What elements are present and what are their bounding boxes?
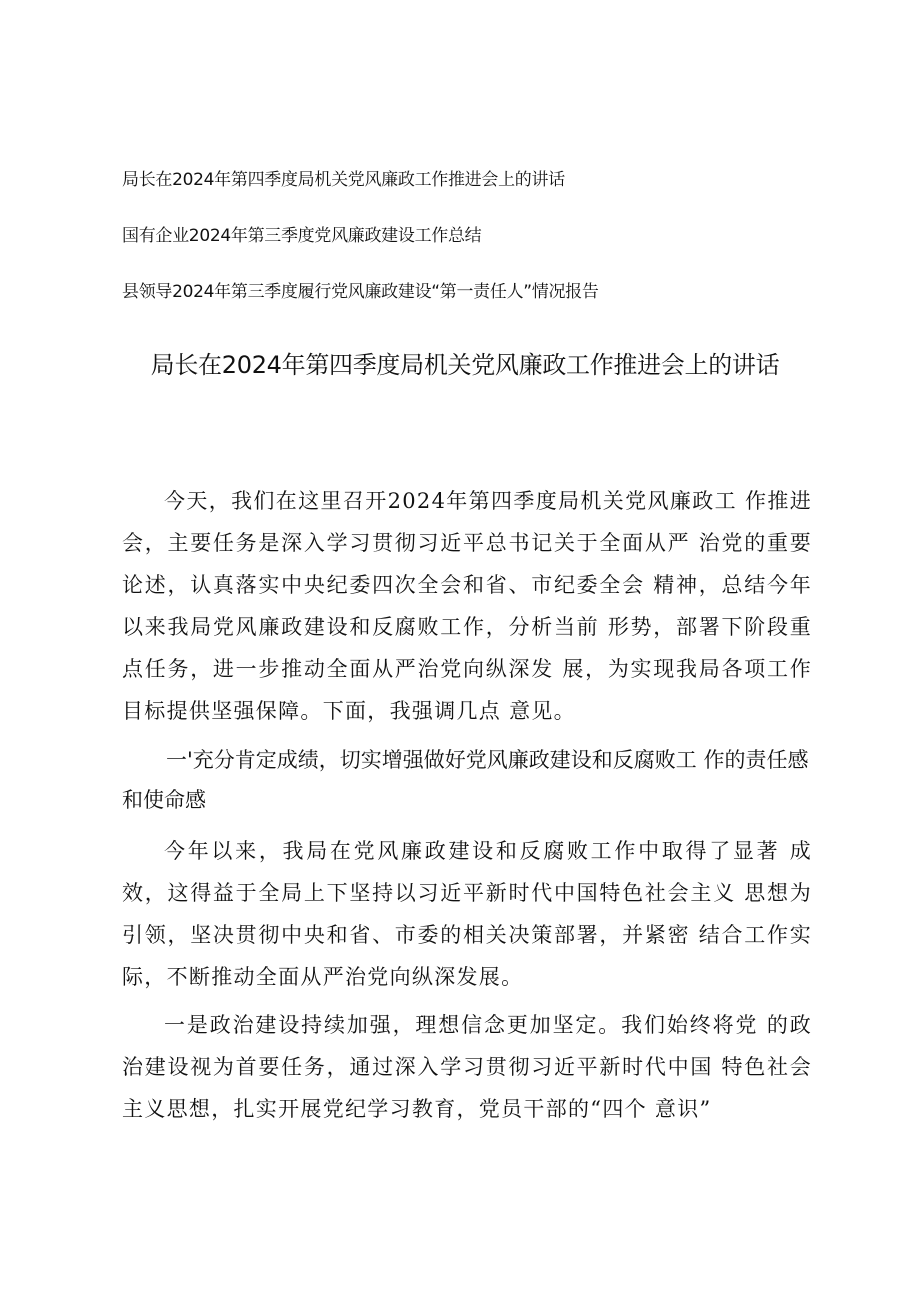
section-paragraph: 今年以来，我局在党风廉政建设和反腐败工作中取得了显著 成效，这得益于全局上下坚持以习近平新时代中国特色社会主义 思想为引领，坚决贯彻中央和省、市委的相关决策部署，并紧密 结合工作实际，不断推动全面从严治党向纵深发展。 bbox=[122, 839, 812, 989]
toc-item[interactable]: 局长在2024年第四季度局机关党风廉政工作推进会上的讲话 bbox=[122, 170, 565, 190]
section-heading: 一'充分肯定成绩，切实增强做好党风廉政建设和反腐败工 作的责任感和使命感 bbox=[122, 748, 809, 812]
intro-paragraph: 今天，我们在这里召开2024年第四季度局机关党风廉政工 作推进会，主要任务是深入学习贯彻习近平总书记关于全面从严 治党的重要论述，认真落实中央纪委四次全会和省、市纪委全会 精神，总结今年以来我局党风廉政建设和反腐败工作，分析当前 形势，部署下阶段重点任务，进一步推动全面从严治党向纵深发 展，为实现我局各项工作目标提供坚强保障。下面，我强调几点 意见。 bbox=[122, 489, 812, 723]
section-paragraph: 一是政治建设持续加强，理想信念更加坚定。我们始终将党 的政治建设视为首要任务，通过深入学习贯彻习近平新时代中国 特色社会主义思想，扎实开展党纪学习教育，党员干部的“四个 意识” bbox=[122, 1013, 812, 1121]
toc-item[interactable]: 县领导2024年第三季度履行党风廉政建设“第一责任人”情况报告 bbox=[122, 282, 599, 302]
document-title: 局长在2024年第四季度局机关党风廉政工作推进会上的讲话 bbox=[150, 351, 780, 379]
toc-item[interactable]: 国有企业2024年第三季度党风廉政建设工作总结 bbox=[122, 226, 482, 246]
table-of-contents bbox=[122, 168, 822, 336]
